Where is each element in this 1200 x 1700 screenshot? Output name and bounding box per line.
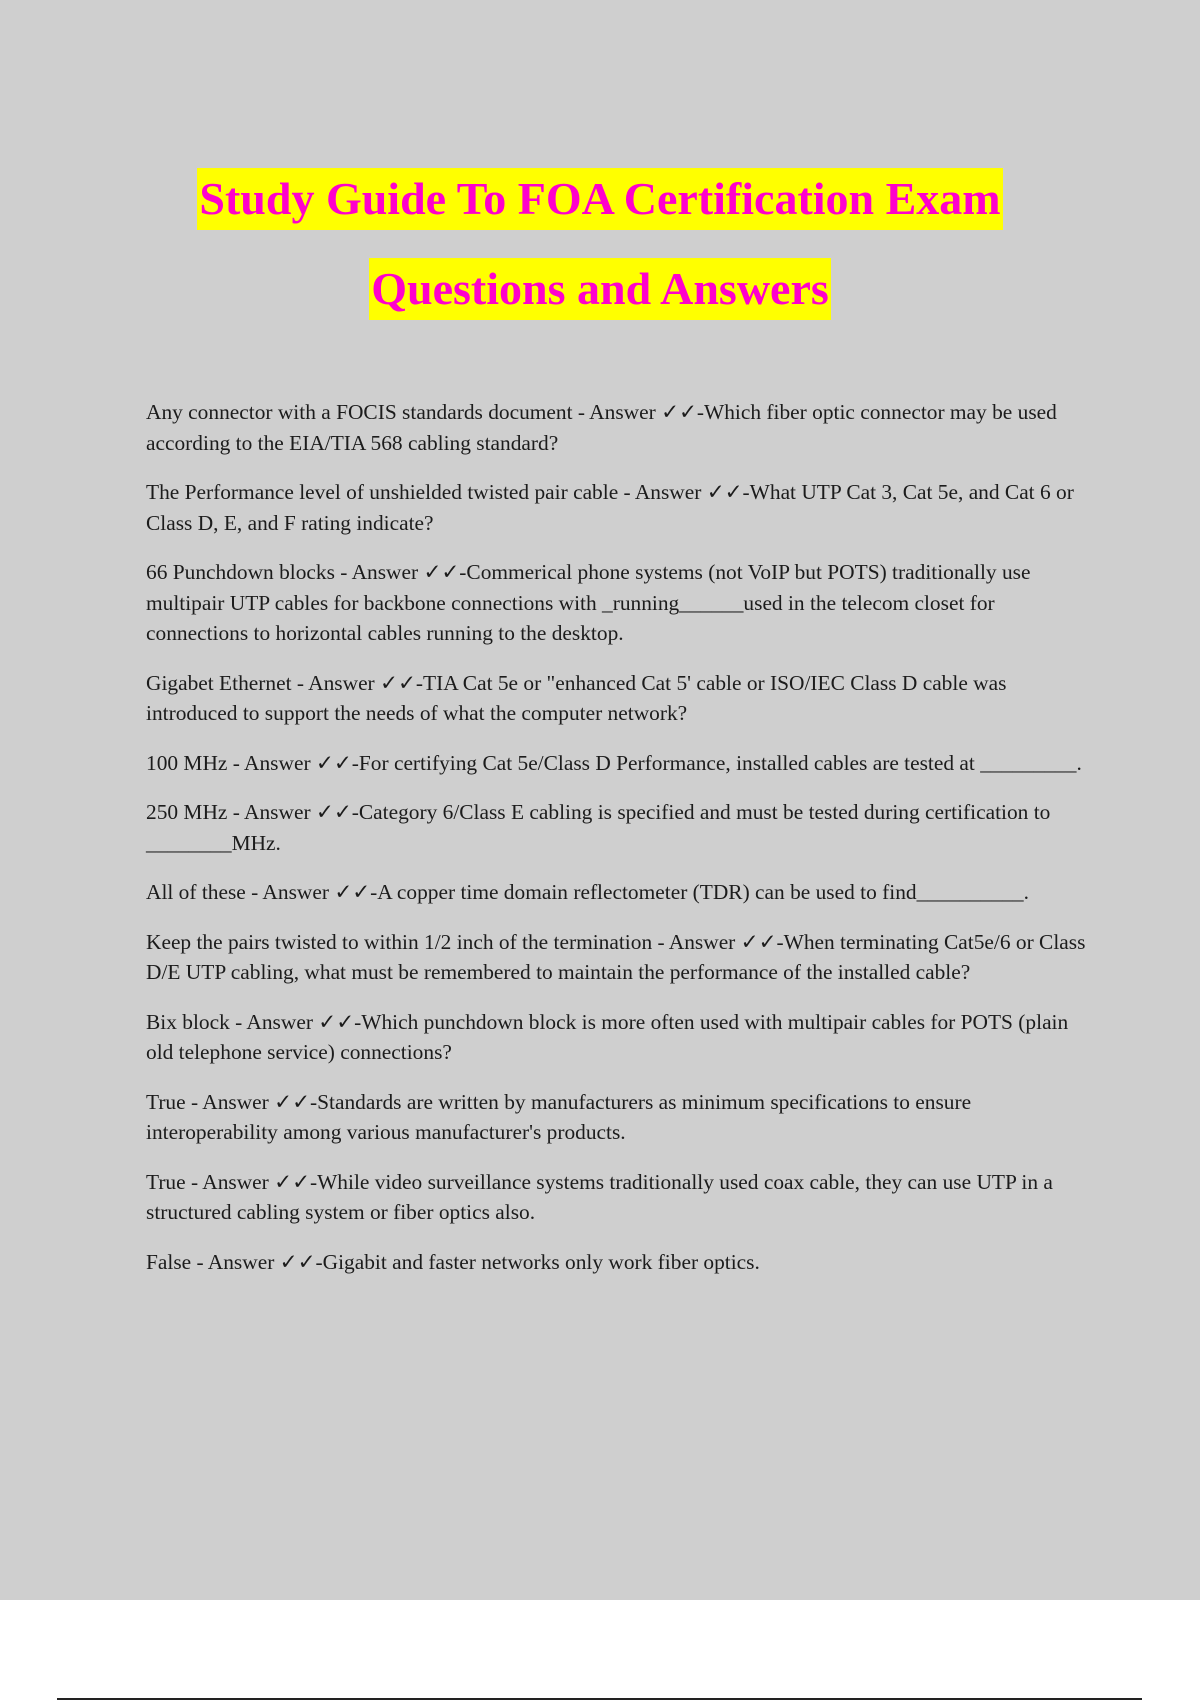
qa-list bbox=[146, 397, 1096, 1296]
qa-item: Any connector with a FOCIS standards document - Answer ✓✓-Which fiber optic connector may be used according to the EIA/TIA 568 cabling standard? bbox=[146, 400, 1057, 455]
qa-item: False - Answer ✓✓-Gigabit and faster networks only work fiber optics. bbox=[146, 1249, 760, 1274]
qa-item: True - Answer ✓✓-While video surveillance systems traditionally used coax cable, they can use UTP in a structured cabling system or fiber optics also. bbox=[146, 1169, 1053, 1224]
qa-item: Gigabet Ethernet - Answer ✓✓-TIA Cat 5e or "enhanced Cat 5' cable or ISO/IEC Class D cable was introduced to support the needs of what the computer network? bbox=[146, 670, 1007, 725]
qa-item: The Performance level of unshielded twisted pair cable - Answer ✓✓-What UTP Cat 3, Cat 5e, and Cat 6 or Class D, E, and F rating indicate? bbox=[146, 480, 1074, 535]
qa-item: Bix block - Answer ✓✓-Which punchdown block is more often used with multipair cables for POTS (plain old telephone service) connections? bbox=[146, 1009, 1069, 1064]
qa-item: 100 MHz - Answer ✓✓-For certifying Cat 5e/Class D Performance, installed cables are tested at _________. bbox=[146, 750, 1082, 775]
qa-item: 250 MHz - Answer ✓✓-Category 6/Class E cabling is specified and must be tested during certification to ________MHz. bbox=[146, 800, 1051, 855]
qa-item: All of these - Answer ✓✓-A copper time domain reflectometer (TDR) can be used to find__________. bbox=[146, 880, 1029, 904]
qa-item: True - Answer ✓✓-Standards are written by manufacturers as minimum specifications to ensure interoperability among various manufacturer's products. bbox=[146, 1089, 972, 1144]
title-line-1: Study Guide To FOA Certification Exam bbox=[197, 168, 1002, 230]
qa-item: 66 Punchdown blocks - Answer ✓✓-Commerical phone systems (not VoIP but POTS) traditionally use multipair UTP cables for backbone connections with _running______used in the telecom closet for connections to horizontal cables running to the desktop. bbox=[146, 560, 1031, 645]
title-line-2: Questions and Answers bbox=[369, 258, 831, 320]
page-footer-area bbox=[0, 1600, 1200, 1700]
qa-item: Keep the pairs twisted to within 1/2 inch of the termination - Answer ✓✓-When terminating Cat5e/6 or Class D/E UTP cabling, what must be remembered to maintain the performance of the installed cable? bbox=[146, 929, 1086, 984]
document-title bbox=[0, 168, 1200, 320]
